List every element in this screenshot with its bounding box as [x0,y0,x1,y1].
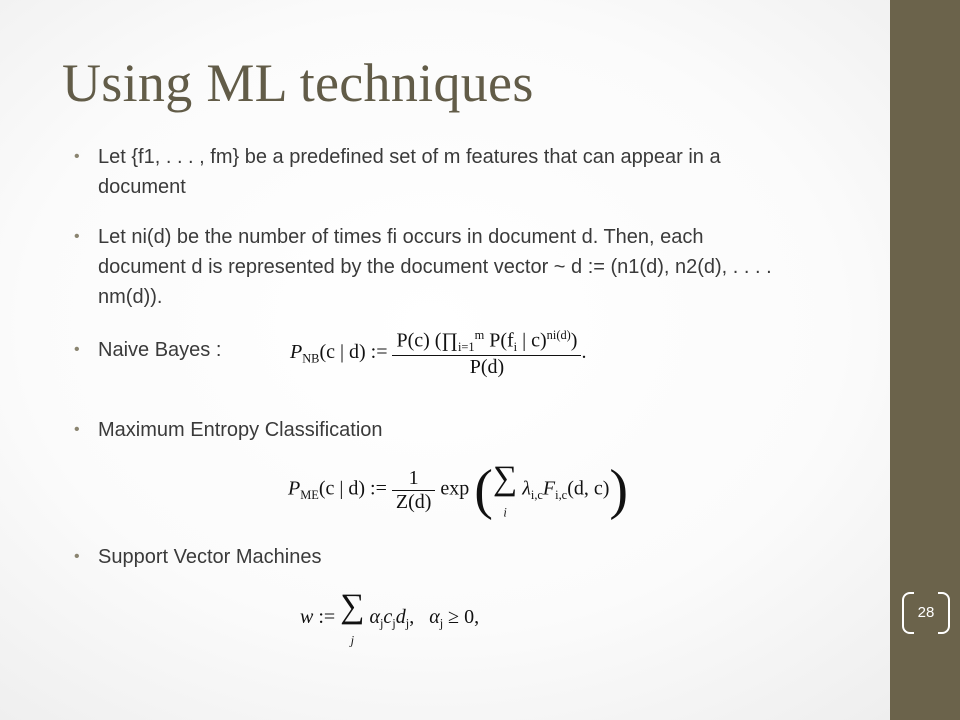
me-denominator: Z(d) [395,490,432,513]
bullet-text: Let ni(d) be the number of times fi occurs in document d. Then, each document d is represented by the document vector ~ d := (n1(d), n2(d), . . . . nm(d)). [98,226,772,308]
bullet-dot: • [74,148,80,165]
bullet-max-entropy [72,415,792,445]
bullet-text: Maximum Entropy Classification [98,419,383,441]
slide-title: Using ML techniques [62,53,534,113]
me-fraction [392,467,436,514]
me-numerator: 1 [392,467,436,491]
bullet-dot: • [74,228,80,245]
svm-formula: w := ∑ $_j$ $\alpha_jc_jd_j$, $\alpha_j \ge 0$, [300,588,480,648]
left-bracket [902,592,914,634]
nb-fraction [392,328,581,379]
bullet-svm [72,542,792,572]
bullet-dot: • [74,341,80,358]
bullet-text: Support Vector Machines [98,546,322,568]
max-entropy-formula: $P_{ME}(c$ | d) := $\frac{1}{Z(d)}$ exp ( ∑ $_i$ $\lambda_{i,c}F_{i,c}(d$, c)) [288,459,629,521]
bullet-text: Let {f1, . . . , fm} be a predefined set of m features that can appear in a document [98,146,721,198]
bullet-text: Naive Bayes : [98,339,222,361]
right-bracket [938,592,950,634]
bullet-dot: • [74,421,80,438]
page-number: 28 [917,603,935,621]
nb-denominator: P(d) [469,355,505,378]
bullet-dot: • [74,548,80,565]
bullet-features [72,142,792,202]
nb-numerator: P(c) ($\prod_{i=1}^m$ $P(f_i$ | c)$^{ni(d)}$) [392,328,581,356]
bullet-counts [72,222,792,312]
slide-number-badge [902,592,950,632]
naive-bayes-formula: $P_{NB}(c$ | d) := $\frac{P(c) (\prod_{i=1}^m P(f_i | c)^{ni(d)})}{P(d)}$ . [290,328,587,378]
